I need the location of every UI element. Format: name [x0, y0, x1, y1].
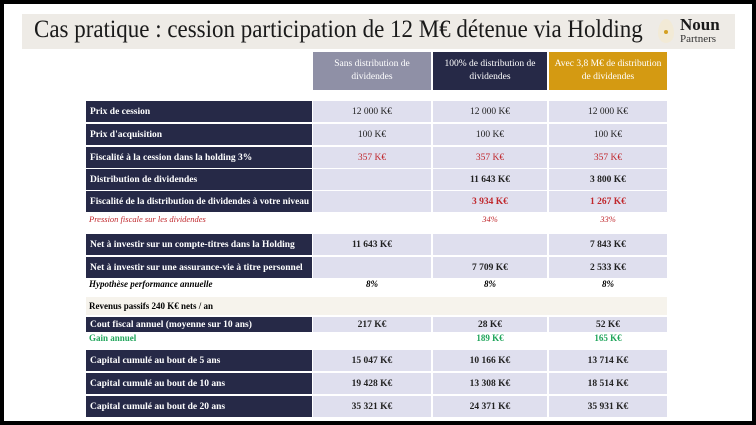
- row-label: Cout fiscal annuel (moyenne sur 10 ans): [90, 319, 252, 330]
- cell: 24 371 K€: [433, 396, 547, 417]
- cell: 2 533 K€: [549, 257, 667, 278]
- cell: 15 047 K€: [313, 350, 431, 371]
- gain-annuel-row: [86, 333, 667, 345]
- logo-line1: Noun: [680, 15, 720, 34]
- table-row: [86, 191, 667, 212]
- cell: 100 K€: [433, 124, 547, 145]
- row-label: Net à investir sur un compte-titres dans la Holding: [90, 239, 295, 250]
- cell: 34%: [482, 214, 498, 224]
- cell: 3 800 K€: [549, 169, 667, 190]
- cell: 12 000 K€: [313, 101, 431, 122]
- title-box: [34, 16, 646, 47]
- cell: 357 K€: [549, 147, 667, 168]
- row-label-cell: [86, 257, 312, 278]
- drop-icon: [658, 19, 674, 43]
- row-label: Fiscalité de la distribution de dividendes à votre niveau: [90, 196, 310, 207]
- cell: 7 843 K€: [549, 234, 667, 255]
- cell: 11 643 K€: [433, 169, 547, 190]
- title-banner: [22, 14, 735, 49]
- cell: 12 000 K€: [549, 101, 667, 122]
- cell: 28 K€: [433, 317, 547, 332]
- column-header-100-distribution: 100% de distribution de dividendes: [433, 52, 547, 90]
- cell: 13 308 K€: [433, 373, 547, 394]
- cell: 13 714 K€: [549, 350, 667, 371]
- table-row: [86, 373, 667, 394]
- cell: 19 428 K€: [313, 373, 431, 394]
- row-label: Capital cumulé au bout de 20 ans: [90, 401, 226, 412]
- cell: [313, 191, 431, 212]
- row-label-cell: [86, 101, 312, 122]
- row-label: Prix de cession: [90, 106, 151, 117]
- cell: [313, 169, 431, 190]
- cell: 100 K€: [549, 124, 667, 145]
- cell: 52 K€: [549, 317, 667, 332]
- cell: 10 166 K€: [433, 350, 547, 371]
- row-label: Capital cumulé au bout de 5 ans: [90, 355, 221, 366]
- hypothese-row: [86, 279, 667, 291]
- row-label: Fiscalité à la cession dans la holding 3%: [90, 152, 253, 163]
- row-label-cell: [86, 234, 312, 255]
- table-row: [86, 101, 667, 122]
- table-row: [86, 396, 667, 417]
- table-row: [86, 169, 667, 190]
- row-label-cell: [86, 373, 312, 394]
- row-label-cell: [86, 317, 312, 332]
- column-header-3-8-distribution: Avec 3,8 M€ de distribution de dividendes: [549, 52, 667, 90]
- cell: 33%: [600, 214, 616, 224]
- cell: [433, 234, 547, 255]
- cell: 165 K€: [594, 333, 622, 343]
- slide: [4, 4, 752, 421]
- row-label: Hypothèse performance annuelle: [89, 279, 213, 289]
- row-label: Net à investir sur une assurance-vie à titre personnel: [90, 262, 303, 273]
- row-label-cell: [86, 396, 312, 417]
- noun-partners-logo: [658, 16, 733, 48]
- cell: 357 K€: [433, 147, 547, 168]
- logo-line2: Partners: [680, 33, 717, 45]
- cell: 1 267 K€: [549, 191, 667, 212]
- cell: 100 K€: [313, 124, 431, 145]
- cell: 18 514 K€: [549, 373, 667, 394]
- row-label: Prix d'acquisition: [90, 129, 163, 140]
- cell: 12 000 K€: [433, 101, 547, 122]
- row-label: Gain annuel: [89, 333, 137, 343]
- cell: 189 K€: [476, 333, 504, 343]
- row-label: Capital cumulé au bout de 10 ans: [90, 378, 226, 389]
- table-row: [86, 257, 667, 278]
- cell: 357 K€: [313, 147, 431, 168]
- table-row: [86, 350, 667, 371]
- cell: 217 K€: [313, 317, 431, 332]
- column-header-sans-distribution: Sans distribution de dividendes: [313, 52, 431, 90]
- cell: 3 934 K€: [433, 191, 547, 212]
- table-row: [86, 147, 667, 168]
- revenus-passifs-header: Revenus passifs 240 K€ nets / an: [86, 297, 667, 315]
- cell: 8%: [366, 279, 378, 289]
- cell: 35 321 K€: [313, 396, 431, 417]
- cell: 8%: [602, 279, 614, 289]
- table-row: [86, 317, 667, 332]
- cell: 8%: [484, 279, 496, 289]
- row-label: Distribution de dividendes: [90, 174, 198, 185]
- cell: 7 709 K€: [433, 257, 547, 278]
- page-title: Cas pratique : cession participation de 12 M€ détenue via Holding: [34, 16, 643, 43]
- cell: [313, 257, 431, 278]
- row-label: Pression fiscale sur les dividendes: [89, 214, 206, 224]
- row-label-cell: [86, 191, 312, 212]
- row-label-cell: [86, 147, 312, 168]
- cell: 11 643 K€: [313, 234, 431, 255]
- table-row: [86, 124, 667, 145]
- row-label-cell: [86, 169, 312, 190]
- pression-fiscale-row: [86, 214, 667, 226]
- row-label-cell: [86, 124, 312, 145]
- table-row: [86, 234, 667, 255]
- cell: 35 931 K€: [549, 396, 667, 417]
- row-label-cell: [86, 350, 312, 371]
